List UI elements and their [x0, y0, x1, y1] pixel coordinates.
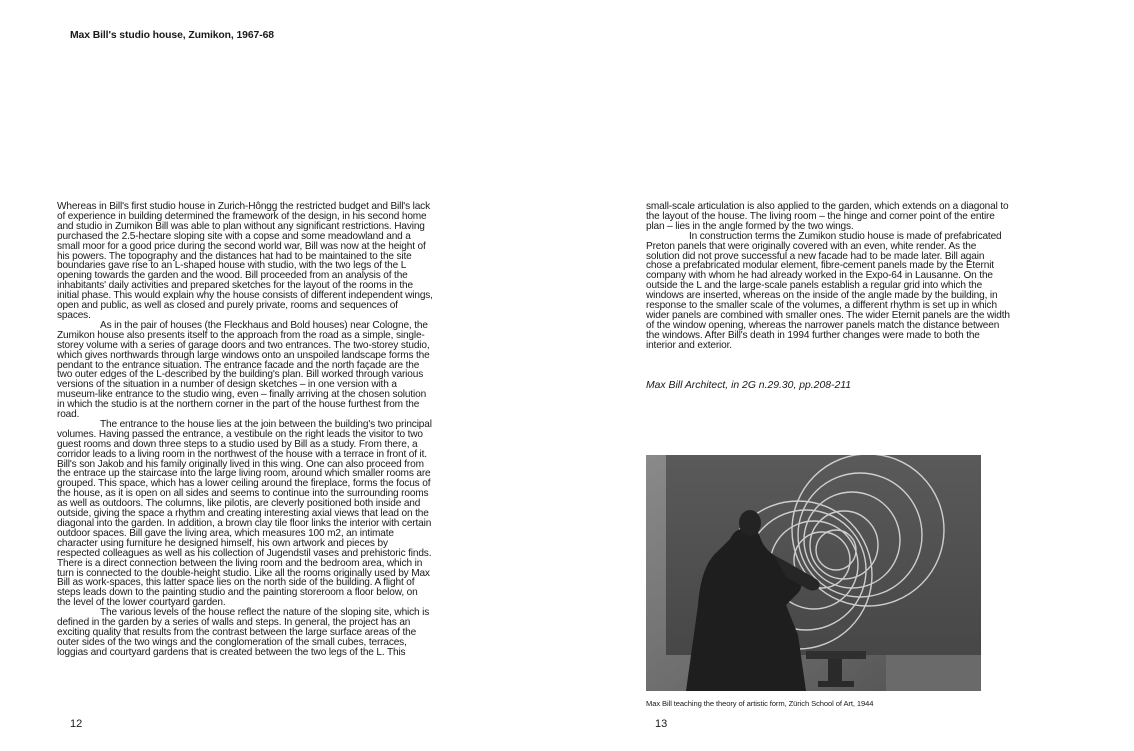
photo-illustration [646, 455, 981, 691]
page-title: Max Bill's studio house, Zumikon, 1967-68 [70, 30, 274, 41]
paragraph: The various levels of the house reflect the nature of the sloping site, which is defined in the garden by a series of walls and steps. In general, the project has an exciting quality that results from the contrast between the large surface areas of the outer sides of the two wings and the conglomeration of the small cubes, terraces, loggias and courtyard gardens that is created between the two legs of the L. This [57, 607, 430, 658]
paragraph: As in the pair of houses (the Fleckhaus and Bold houses) near Cologne, the Zumikon house also presents itself to the approach from the road as a simple, single-storey volume with a series of garage doors and two entrances. The two-storey studio, which gives northwards through large windows onto an unspoiled landscape forms the pendant to the entrance situation. The entrance facade and the north façade are the two outer edges of the L-described by the building's plan. Bill worked through various versions of the situation in a number of design sketches – in one version with a museum-like entrance to the studio wing, even – finally arriving at the chosen solution in which the studio is at the northern corner in the part of the house furthest from the road. [57, 319, 430, 421]
right-text-column [646, 202, 1012, 351]
left-text-column [57, 202, 433, 658]
paragraph: In construction terms the Zumikon studio house is made of prefabricated Preton panels that were originally covered with an even, white render. As the solution did not prove successful a new facade had to be made later. Bill again chose a prefabricated modular element, fibre-cement panels made by the Eternit company with whom he had already worked in the Expo-64 in Lausanne. On the outside the L and the large-scale panels establish a regular grid into which the windows are inserted, whereas on the inside of the angle made by the building, in response to the smaller scale of the volumes, a different rhythm is set up in which wider panels are combined with smaller ones. The wider Eternit panels are the width of the window opening, whereas the narrower panels match the distance between the windows. After Bill's death in 1994 further changes were made to both the interior and exterior. [646, 230, 1010, 351]
photograph [646, 455, 981, 691]
page-number-right: 13 [655, 718, 668, 730]
photo-caption: Max Bill teaching the theory of artistic form, Zürich School of Art, 1944 [646, 699, 874, 708]
paragraph: small-scale articulation is also applied to the garden, which extends on a diagonal to the layout of the house. The living room – the hinge and corner point of the entire plan – lies in the angle formed by the two wings. [646, 201, 1009, 232]
paragraph: The entrance to the house lies at the join between the building's two principal volumes. Having passed the entrance, a vestibule on the right leads the visitor to two guest rooms and down three steps to a studio used by Bill as a study. From there, a corridor leads to a living room in the northwest of the house with a terrace in front of it. Bill's son Jakob and his family originally lived in this wing. One can also proceed from the entrace up the staircase into the large living room, around which smaller rooms are grouped. This space, which has a lower ceiling around the fireplace, forms the focus of the house, as it is open on all sides and seems to continue into the surrounding rooms as well as outdoors. The columns, like pilotis, are cleverly positioned both inside and outside, giving the space a rhythm and creating interesting axial views that lead on the diagonal into the garden. In addition, a brown clay tile floor links the interior with certain outdoor spaces. Bill gave the living area, which measures 100 m2, an intimate character using furniture he designed himself, his own artwork and pieces by respected colleagues as well as his collection of Jugendstil vases and prehistoric finds. There is a direct connection between the living room and the bedroom area, which in turn is connected to the double-height studio. Like all the rooms originally used by Max Bill as work-spaces, this latter space lies on the north side of the building. A flight of steps leads down to the painting studio and the painting storeroom a floor below, on the level of the lower courtyard garden. [57, 418, 432, 609]
citation: Max Bill Architect, in 2G n.29.30, pp.208-211 [646, 380, 852, 391]
paragraph: Whereas in Bill's first studio house in Zurich-Hôngg the restricted budget and Bill's lack of experience in building determined the framework of the design, in his second home and studio in Zumikon Bill was able to plan without any significant restrictions. Having purchased the 2.5-hectare sloping site with a copse and some meadowland and a small moor for a good price during the second world war, Bill was now at the height of his powers. The topography and the distances hat had to be maintained to the site boundaries gave rise to an L-shaped house with studio, with the two legs of the L opening towards the garden and the wood. Bill proceeded from an analysis of the inhabitants' daily activities and prepared sketches for the layout of the rooms in the initial phase. This would explain why the house consists of different independent wings, open and public, as well as closed and purely private, rooms and sequences of spaces. [57, 201, 433, 321]
page-number-left: 12 [70, 718, 83, 730]
